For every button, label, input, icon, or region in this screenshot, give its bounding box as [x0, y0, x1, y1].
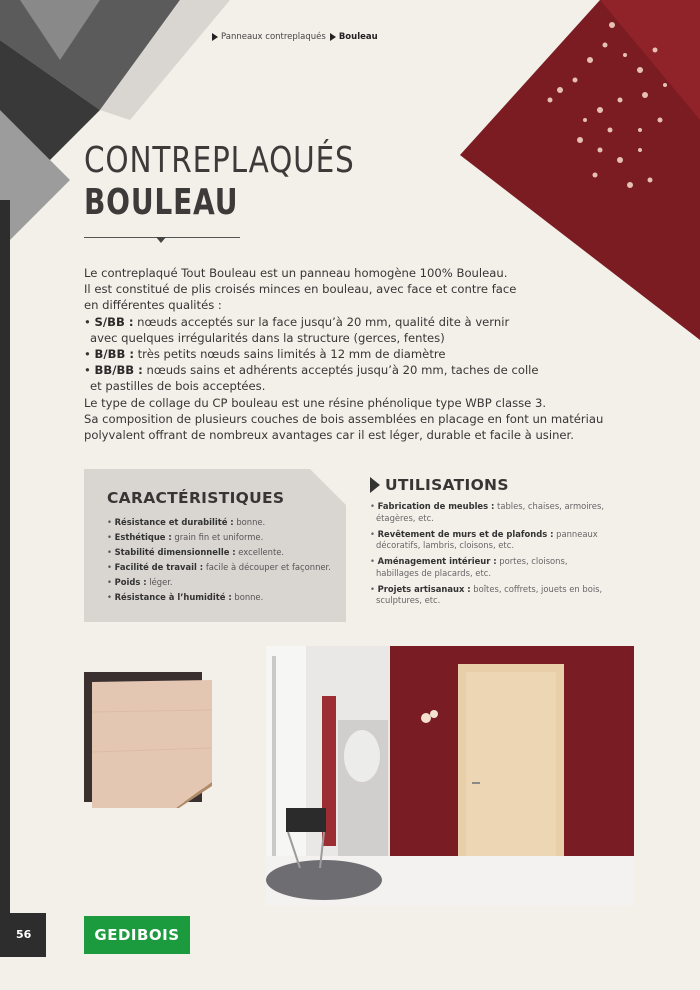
chevron-right-icon	[212, 33, 218, 41]
page-number: 56	[16, 928, 32, 941]
grade-desc: nœuds sains et adhérents acceptés jusqu’à 20 mm, taches de colle	[142, 363, 539, 378]
item-label: Aménagement intérieur :	[377, 556, 497, 566]
list-item: • Esthétique : grain fin et uniforme.	[107, 532, 264, 542]
utilisations-list	[370, 501, 610, 611]
item-label: Esthétique :	[114, 532, 172, 542]
grade-code: S/BB :	[94, 314, 134, 329]
caracteristiques-list	[107, 515, 331, 605]
caracteristiques-heading: CARACTÉRISTIQUES	[107, 489, 285, 507]
item-value: léger.	[146, 577, 173, 587]
breadcrumb-parent[interactable]: Panneaux contreplaqués	[221, 32, 326, 42]
item-value: boîtes, coffrets, jouets en bois, sculptures, etc.	[376, 583, 603, 605]
list-item: • Fabrication de meubles : tables, chaises, armoires, étagères, etc.	[370, 501, 604, 523]
item-label: Stabilité dimensionnelle :	[114, 547, 236, 557]
list-item: • Aménagement intérieur : portes, cloisons, habillages de placards, etc.	[370, 556, 568, 578]
intro-line: polyvalent offrant de nombreux avantages car il est léger, durable et facile à usiner.	[84, 428, 574, 443]
item-label: Revêtement de murs et de plafonds :	[377, 528, 554, 539]
item-value: grain fin et uniforme.	[171, 532, 264, 542]
list-item: • Stabilité dimensionnelle : excellente.	[107, 547, 285, 557]
grade-desc-cont: avec quelques irrégularités dans la structure (gerces, fentes)	[90, 330, 445, 345]
interior-door-photo	[266, 646, 634, 906]
grade-code: BB/BB :	[94, 363, 143, 378]
item-value: portes, cloisons, habillages de placards, etc.	[376, 556, 568, 578]
item-value: excellente.	[235, 547, 285, 557]
left-edge-strip	[0, 200, 10, 913]
item-value: tables, chaises, armoires, étagères, etc.	[376, 501, 604, 523]
intro-line: Le contreplaqué Tout Bouleau est un panneau homogène 100% Bouleau.	[84, 266, 508, 280]
grade-item: • B/BB : très petits nœuds sains limités à 12 mm de diamètre	[84, 347, 446, 362]
list-item: • Projets artisanaux : boîtes, coffrets, jouets en bois, sculptures, etc.	[370, 583, 603, 605]
intro-line: Il est constitué de plis croisés minces en bouleau, avec face et contre face	[84, 282, 517, 297]
grade-item: • BB/BB : nœuds sains et adhérents acceptés jusqu’à 20 mm, taches de colle	[84, 363, 539, 378]
utilisations-heading: UTILISATIONS	[385, 476, 509, 494]
chevron-right-icon	[330, 33, 336, 41]
intro-line: Le type de collage du CP bouleau est une résine phénolique type WBP classe 3.	[84, 395, 547, 410]
item-label: Projets artisanaux :	[377, 583, 471, 594]
list-item: • Résistance et durabilité : bonne.	[107, 517, 266, 527]
grade-item: • S/BB : nœuds acceptés sur la face jusqu’à 20 mm, qualité dite à vernir	[84, 314, 510, 329]
item-label: Poids :	[114, 577, 147, 587]
list-item: • Résistance à l’humidité : bonne.	[107, 592, 264, 602]
list-item: • Poids : léger.	[107, 577, 173, 587]
item-label: Fabrication de meubles :	[377, 501, 495, 511]
grade-desc: nœuds acceptés sur la face jusqu’à 20 mm, qualité dite à vernir	[133, 314, 510, 329]
grade-desc: très petits nœuds sains limités à 12 mm de diamètre	[133, 347, 446, 362]
item-value: panneaux décoratifs, lambris, cloisons, etc.	[376, 528, 598, 550]
intro-text	[84, 265, 624, 443]
item-label: Résistance à l’humidité :	[114, 592, 232, 602]
item-value: bonne.	[233, 517, 266, 527]
gedibois-logo[interactable]: GEDIBOIS	[84, 916, 190, 954]
list-item: • Facilité de travail : facile à découper et façonner.	[107, 562, 331, 572]
page-title-line1: CONTREPLAQUÉS	[84, 140, 355, 181]
breadcrumb-current: Bouleau	[338, 32, 378, 42]
page-title-line2: BOULEAU	[84, 182, 239, 223]
plywood-sample-image	[84, 672, 212, 808]
item-value: bonne.	[231, 592, 264, 602]
utilisations-header	[370, 476, 509, 494]
intro-line: en différentes qualités :	[84, 298, 222, 313]
grade-code: B/BB :	[94, 347, 134, 362]
item-label: Résistance et durabilité :	[114, 517, 234, 527]
triangle-down-icon	[156, 237, 166, 243]
chevron-right-icon	[370, 477, 380, 493]
intro-line: Sa composition de plusieurs couches de bois assemblées en placage en font un matériau	[84, 411, 604, 426]
breadcrumb	[212, 32, 378, 42]
list-item: • Revêtement de murs et de plafonds : panneaux décoratifs, lambris, cloisons, etc.	[370, 528, 598, 550]
item-label: Facilité de travail :	[114, 562, 204, 572]
grade-desc-cont: et pastilles de bois acceptées.	[90, 379, 266, 394]
item-value: facile à découper et façonner.	[203, 562, 331, 572]
